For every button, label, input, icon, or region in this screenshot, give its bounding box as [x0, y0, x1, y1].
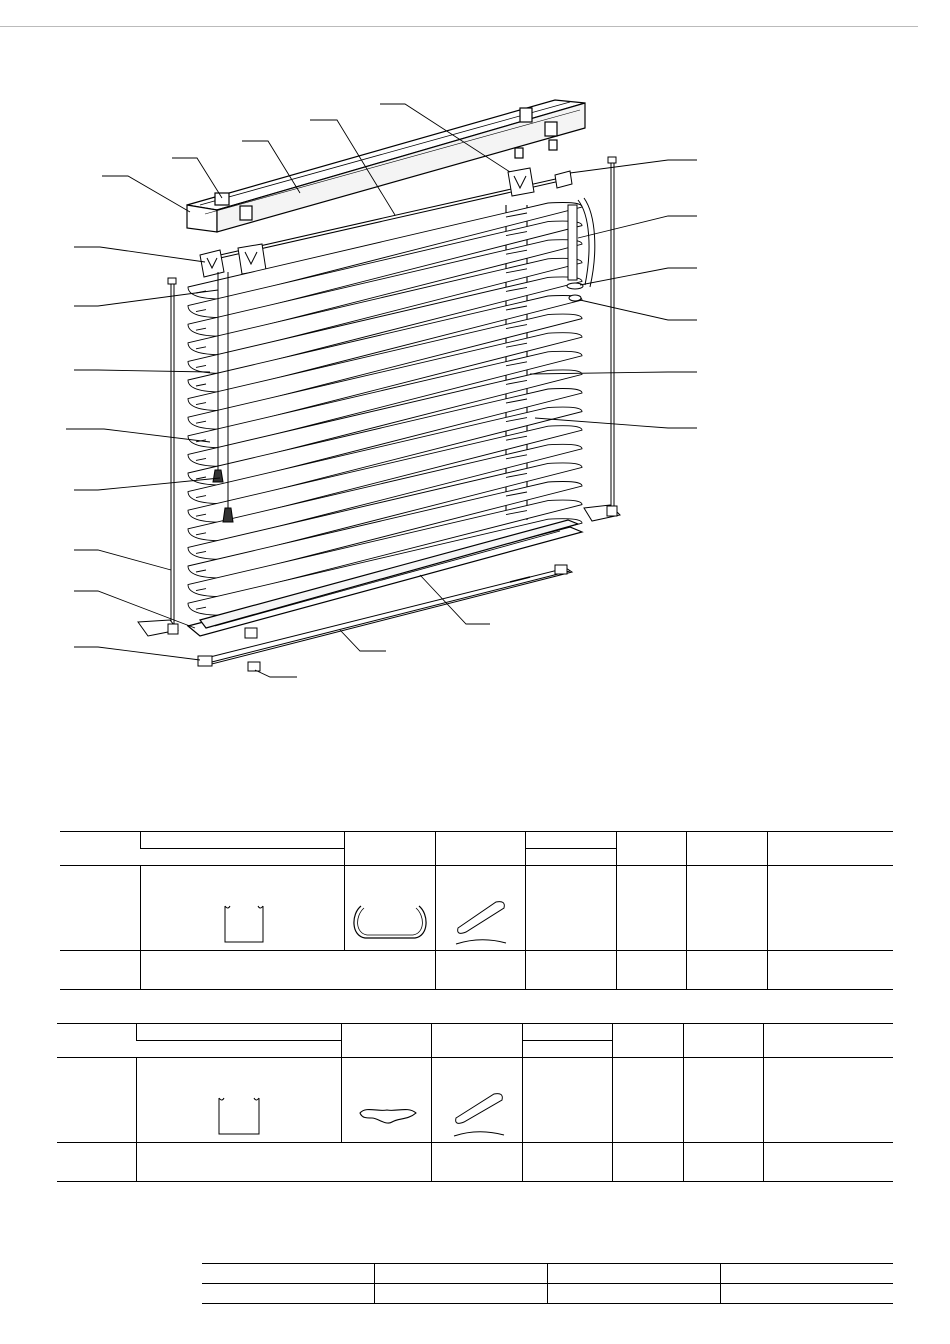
- header-cell: [435, 832, 525, 866]
- head-rail-profile-icon: [182, 866, 302, 950]
- header-cell: [522, 1041, 612, 1058]
- header-cell: [616, 832, 686, 866]
- table-cell: [683, 1143, 763, 1182]
- table-cell: [202, 1284, 375, 1304]
- table-cell: [612, 1143, 683, 1182]
- table-cell: [720, 1264, 893, 1284]
- profile-spec-table-1: [60, 831, 893, 990]
- header-cell: [763, 1024, 893, 1058]
- slat-profile-cell: [344, 866, 435, 951]
- slat-curve-icon: [342, 1058, 432, 1142]
- slat-curve-icon: [345, 866, 436, 950]
- table-cell: [522, 1143, 612, 1182]
- table-cell: [431, 1143, 522, 1182]
- header-cell: [525, 849, 616, 866]
- header-cell: [612, 1024, 683, 1058]
- table-cell: [57, 1058, 136, 1143]
- side-guide-left: [138, 278, 178, 636]
- header-cell: [686, 832, 767, 866]
- header-cell: [525, 832, 616, 849]
- table-cell: [612, 1058, 683, 1143]
- rail-profile-cell: [136, 1058, 341, 1143]
- header-cell: [140, 832, 344, 849]
- table-cell: [60, 951, 140, 990]
- rail-profile-cell: [140, 866, 344, 951]
- slat-shape-cell: [431, 1058, 522, 1143]
- table-cell: [60, 866, 140, 951]
- table-cell: [525, 866, 616, 951]
- table-cell: [616, 866, 686, 951]
- table-cell: [767, 866, 893, 951]
- header-cell: [341, 1024, 431, 1058]
- header-cell: [683, 1024, 763, 1058]
- table-cell: [375, 1264, 548, 1284]
- table-cell: [616, 951, 686, 990]
- table-cell: [136, 1143, 431, 1182]
- table-cell: [763, 1058, 893, 1143]
- header-cell: [60, 832, 140, 866]
- table-cell: [767, 951, 893, 990]
- header-cell: [136, 1024, 341, 1041]
- head-rail-profile-icon: [179, 1058, 299, 1142]
- tilter-right: [508, 168, 572, 196]
- table-cell: [202, 1264, 375, 1284]
- table-cell: [763, 1143, 893, 1182]
- table-cell: [522, 1058, 612, 1143]
- table-cell: [720, 1284, 893, 1304]
- profile-spec-table-2: [57, 1023, 893, 1182]
- slat-shape-icon: [432, 1058, 523, 1142]
- table-cell: [375, 1284, 548, 1304]
- table-cell: [140, 951, 435, 990]
- header-cell: [431, 1024, 522, 1058]
- header-cell: [344, 832, 435, 866]
- slat-shape-icon: [436, 866, 526, 950]
- header-cell: [136, 1041, 341, 1058]
- slat-profile-cell: [341, 1058, 431, 1143]
- table-cell: [686, 866, 767, 951]
- table-cell: [548, 1284, 721, 1304]
- header-cell: [522, 1024, 612, 1041]
- side-guide-right: [584, 157, 620, 521]
- table-cell: [525, 951, 616, 990]
- size-table: [202, 1263, 893, 1304]
- header-cell: [57, 1024, 136, 1058]
- header-cell: [767, 832, 893, 866]
- table-cell: [683, 1058, 763, 1143]
- table-cell: [435, 951, 525, 990]
- tilt-wand: [567, 198, 595, 301]
- table-cell: [686, 951, 767, 990]
- table-cell: [548, 1264, 721, 1284]
- header-cell: [140, 849, 344, 866]
- slat-shape-cell: [435, 866, 525, 951]
- table-cell: [57, 1143, 136, 1182]
